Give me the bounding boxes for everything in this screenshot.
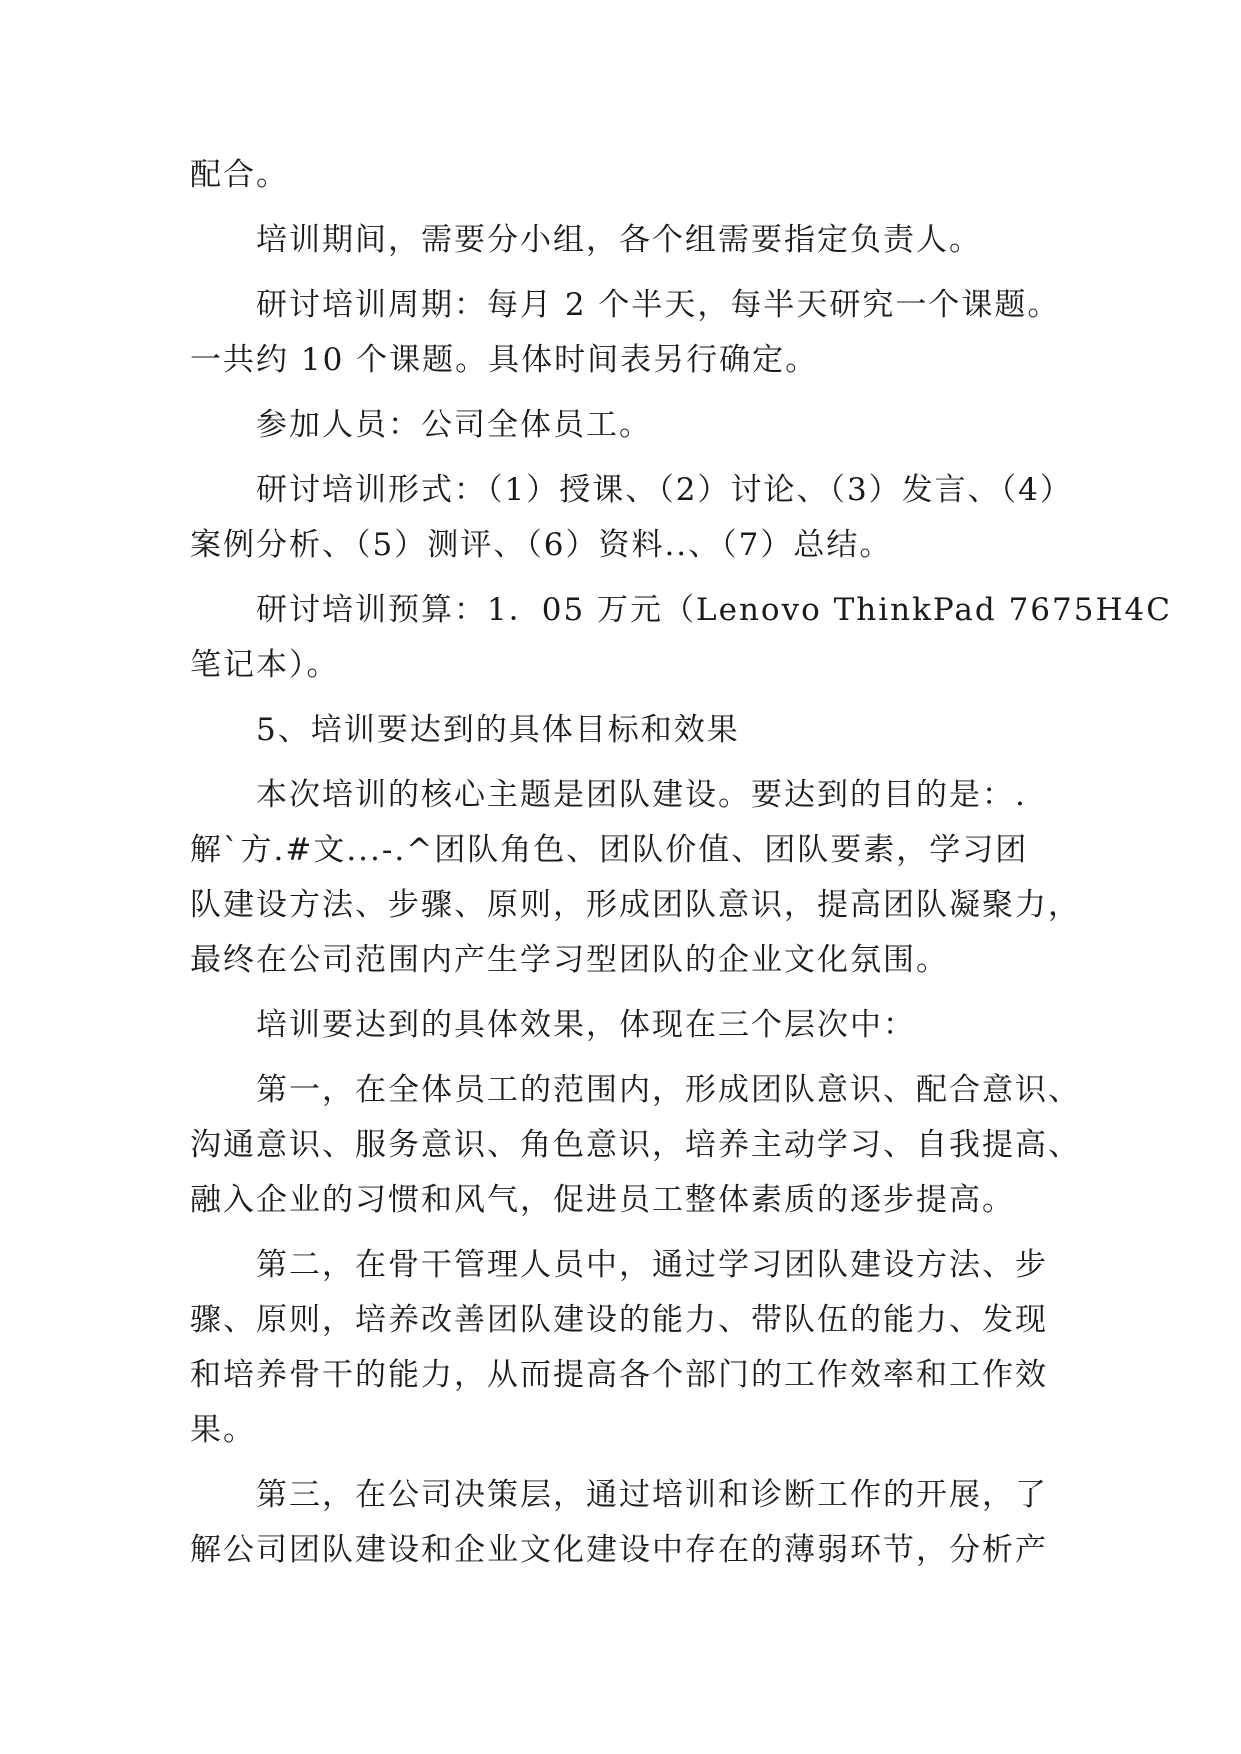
text-line: 参加人员：公司全体员工。	[256, 407, 652, 443]
text-line: 研讨培训形式：（1）授课、（2）讨论、（3）发言、（4）	[256, 472, 1073, 508]
text-line: 培训要达到的具体效果，体现在三个层次中：	[256, 1007, 916, 1043]
text-line: 第一，在全体员工的范围内，形成团队意识、配合意识、	[256, 1072, 1081, 1108]
text-line: 队建设方法、步骤、原则，形成团队意识，提高团队凝聚力，	[190, 887, 1081, 923]
text-line: 最终在公司范围内产生学习型团队的企业文化氛围。	[190, 942, 949, 978]
section-heading: 5、培训要达到的具体目标和效果	[256, 712, 740, 748]
text-line: 培训期间，需要分小组，各个组需要指定负责人。	[256, 222, 982, 258]
text-line: 笔记本）。	[190, 647, 340, 683]
text-line: 第二，在骨干管理人员中，通过学习团队建设方法、步	[256, 1247, 1048, 1283]
text-line: 研讨培训预算：1．05 万元（Lenovo ThinkPad 7675H4C	[256, 592, 1172, 628]
text-line: 和培养骨干的能力，从而提高各个部门的工作效率和工作效	[190, 1357, 1048, 1393]
text-line: 果。	[190, 1412, 256, 1448]
text-line: 沟通意识、服务意识、角色意识，培养主动学习、自我提高、	[190, 1127, 1081, 1163]
text-line: 研讨培训周期：每月 2 个半天，每半天研究一个课题。	[256, 287, 1061, 323]
text-line: 配合。	[190, 157, 289, 193]
text-line: 融入企业的习惯和风气，促进员工整体素质的逐步提高。	[190, 1182, 1015, 1218]
text-line: 解`方.#文...-.^团队角色、团队价值、团队要素，学习团	[190, 832, 1029, 868]
text-line: 本次培训的核心主题是团队建设。要达到的目的是：.	[256, 777, 1027, 813]
text-line: 一共约 10 个课题。具体时间表另行确定。	[190, 342, 819, 378]
text-line: 案例分析、（5）测评、（6）资料..、（7）总结。	[190, 527, 893, 563]
text-line: 解公司团队建设和企业文化建设中存在的薄弱环节，分析产	[190, 1532, 1048, 1568]
text-line: 骤、原则，培养改善团队建设的能力、带队伍的能力、发现	[190, 1302, 1048, 1338]
text-line: 第三，在公司决策层，通过培训和诊断工作的开展，了	[256, 1477, 1048, 1513]
